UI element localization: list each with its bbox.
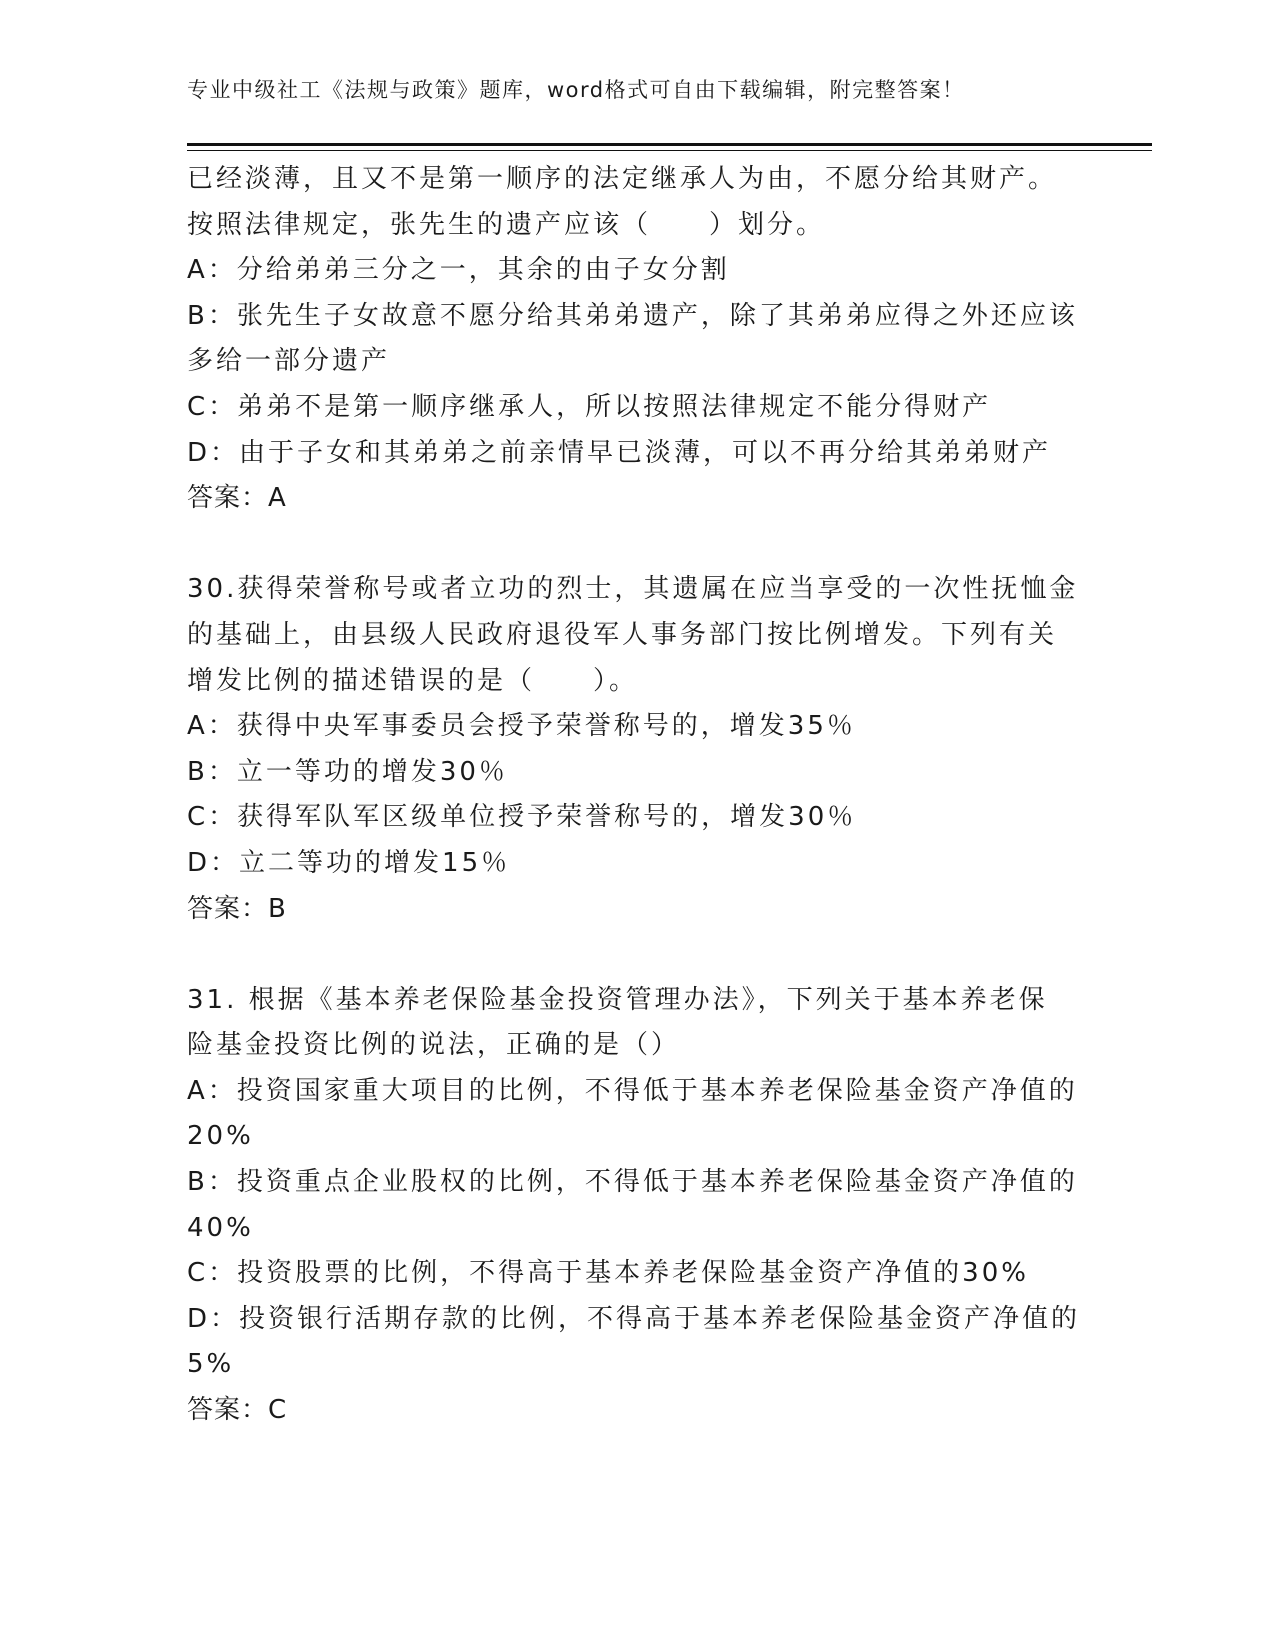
option-b-continued: 40% bbox=[187, 1212, 254, 1243]
option-c: C：获得军队军区级单位授予荣誉称号的，增发30％ bbox=[187, 802, 857, 833]
document-body bbox=[187, 157, 1087, 1434]
question-text-line: 30.获得荣誉称号或者立功的烈士，其遗属在应当享受的一次性抚恤金 bbox=[187, 574, 1079, 605]
spacer bbox=[187, 932, 1087, 978]
answer-line: 答案：C bbox=[187, 1395, 288, 1426]
question-text-line: 已经淡薄，且又不是第一顺序的法定继承人为由，不愿分给其财产。 bbox=[187, 164, 1058, 194]
header-rule-thin bbox=[187, 150, 1152, 151]
option-d: D：立二等功的增发15％ bbox=[187, 847, 511, 878]
option-d: D：投资银行活期存款的比例，不得高于基本养老保险基金资产净值的 bbox=[187, 1303, 1081, 1334]
option-b: B：张先生子女故意不愿分给其弟弟遗产，除了其弟弟应得之外还应该 bbox=[187, 300, 1078, 331]
question-text-line: 险基金投资比例的说法，正确的是（） bbox=[187, 1030, 681, 1061]
option-a: A：投资国家重大项目的比例，不得低于基本养老保险基金资产净值的 bbox=[187, 1075, 1078, 1106]
spacer bbox=[187, 522, 1087, 568]
answer-line: 答案：B bbox=[187, 893, 287, 924]
option-d-continued: 5% bbox=[187, 1349, 235, 1380]
page-header: 专业中级社工《法规与政策》题库，word格式可自由下载编辑，附完整答案！ bbox=[187, 78, 965, 102]
option-a: A：获得中央军事委员会授予荣誉称号的，增发35％ bbox=[187, 711, 856, 742]
option-b: B：投资重点企业股权的比例，不得低于基本养老保险基金资产净值的 bbox=[187, 1167, 1078, 1198]
option-a-continued: 20% bbox=[187, 1121, 254, 1152]
option-b-continued: 多给一部分遗产 bbox=[187, 346, 391, 377]
question-30-block bbox=[187, 567, 1087, 932]
option-a: A：分给弟弟三分之一，其余的由子女分割 bbox=[187, 255, 730, 286]
question-31-block bbox=[187, 978, 1087, 1434]
option-b: B：立一等功的增发30％ bbox=[187, 756, 508, 787]
option-d: D：由于子女和其弟弟之前亲情早已淡薄，可以不再分给其弟弟财产 bbox=[187, 437, 1052, 468]
question-text-line: 31. 根据《基本养老保险基金投资管理办法》，下列关于基本养老保 bbox=[187, 984, 1048, 1015]
question-text-line: 按照法律规定，张先生的遗产应该（ ）划分。 bbox=[187, 209, 826, 240]
option-c: C：弟弟不是第一顺序继承人，所以按照法律规定不能分得财产 bbox=[187, 391, 992, 422]
answer-line: 答案：A bbox=[187, 483, 287, 514]
question-29-block bbox=[187, 157, 1087, 522]
option-c: C：投资股票的比例，不得高于基本养老保险基金资产净值的30% bbox=[187, 1258, 1029, 1289]
question-text-line: 的基础上，由县级人民政府退役军人事务部门按比例增发。下列有关 bbox=[187, 619, 1058, 650]
question-text-line: 增发比例的描述错误的是（ ）。 bbox=[187, 665, 639, 696]
header-rule-thick bbox=[187, 143, 1152, 146]
